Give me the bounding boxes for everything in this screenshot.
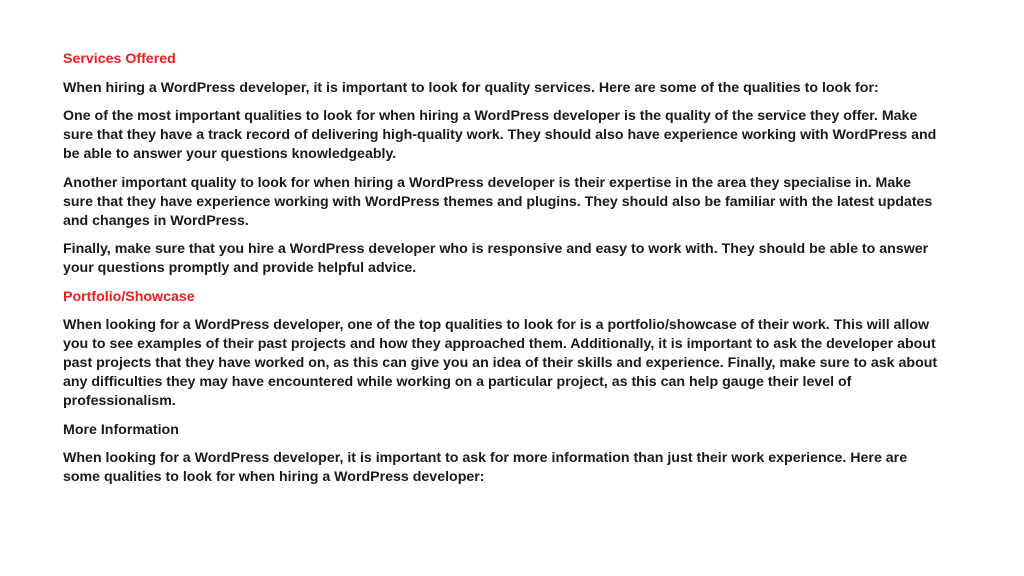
portfolio-showcase-heading: Portfolio/Showcase bbox=[63, 288, 195, 305]
more-information-paragraph: When looking for a WordPress developer, it is important to ask for more information than just their work experience. Here are some qualities to look for when hiring a WordPress developer: bbox=[63, 450, 908, 485]
services-expertise-paragraph: Another important quality to look for when hiring a WordPress developer is their expertise in the area they specialise in. Make sure that they have experience working with WordPress themes and plugins. They should also be familiar with the latest updates and changes in WordPress. bbox=[63, 174, 933, 229]
services-offered-heading: Services Offered bbox=[63, 51, 176, 67]
slide-content bbox=[63, 50, 943, 497]
portfolio-paragraph: When looking for a WordPress developer, one of the top qualities to look for is a portfolio/showcase of their work. This will allow you to see examples of their past projects and how they approached them. Additionally, it is important to ask the developer about past projects that they have worked on, as this can give you an idea of their skills and experience. Finally, make sure to ask about any difficulties they may have encountered while working on a particular project, as this can help gauge their level of professionalism. bbox=[63, 317, 938, 409]
services-intro-paragraph: When hiring a WordPress developer, it is important to look for quality services. Here are some of the qualities to look for: bbox=[63, 79, 879, 96]
services-responsive-paragraph: Finally, make sure that you hire a WordPress developer who is responsive and easy to work with. They should be able to answer your questions promptly and provide helpful advice. bbox=[63, 241, 929, 276]
services-quality-paragraph: One of the most important qualities to look for when hiring a WordPress developer is the quality of the service they offer. Make sure that they have a track record of delivering high-quality work. They should also have experience working with WordPress and be able to answer your questions knowledgeably. bbox=[63, 108, 937, 162]
more-information-heading: More Information bbox=[63, 421, 179, 438]
